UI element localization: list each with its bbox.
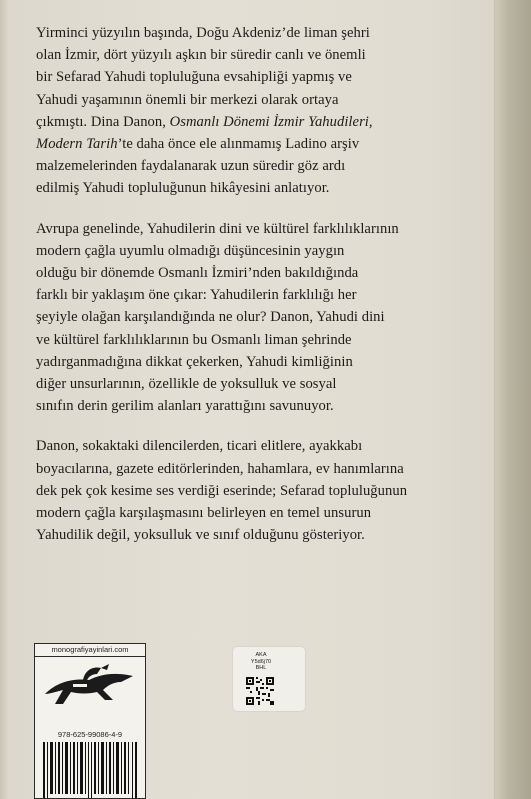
book-title-italic: Osmanlı Dönemi İzmir Yahudileri, Modern Tarih <box>36 113 373 153</box>
horse-rider-logo-icon <box>43 660 137 712</box>
blurb-paragraph-1 <box>36 22 488 200</box>
barcode-icon <box>41 742 139 798</box>
cover-left-edge <box>0 0 8 799</box>
book-spine-edge <box>494 0 531 799</box>
publisher-barcode-box <box>34 643 146 799</box>
publisher-url: monografiyayinlari.com <box>35 644 145 657</box>
qr-code-icon <box>246 677 274 705</box>
back-cover-blurb <box>36 22 488 564</box>
isbn-number: 978-625-99086-4-9 <box>57 730 123 739</box>
blurb-p1-intro: Yirminci yüzyılın başında, Doğu Akdeniz’de liman şehri olan İzmir, dört yüzyılı aşkın bir süredir canlı ve önemli bir Sefarad Yahudi topluluğuna evsahipliği yapmış ve Yahudi yaşamının önemli bir merkezi olarak ortaya çıkmıştı. Dina Danon, <box>36 25 370 130</box>
sticker-code-text: AKA Y5d6j70 BHL <box>250 652 272 671</box>
blurb-paragraph-2: Avrupa genelinde, Yahudilerin dini ve kültürel farklılıklarının modern çağla uyumlu olmadığı düşüncesinin yaygın olduğu bir dönemde Osmanlı İzmiri’nden bakıldığında farklı bir yaklaşım öne çıkar: Yahudilerin farklılığı her şeyiyle olağan karşılandığında ne olur? Danon, Yahudi dini ve kültürel farklılıklarının bu Osmanlı liman şehrinde yadırganmadığına dikkat çekerken, Yahudi kimliğinin diğer unsurlarının, özellikle de yoksulluk ve sosyal sınıfın derin gerilim alanları yarattığını savunuyor. <box>36 220 399 415</box>
blurb-p1-rest: ’te daha önce ele alınmamış Ladino arşiv malzemelerinden faydalanarak uzun süredir göz ardı edilmiş Yahudi topluluğunun hikâyesini anlatıyor. <box>36 136 360 197</box>
blurb-paragraph-3: Danon, sokaktaki dilencilerden, ticari elitlere, ayakkabı boyacılarına, gazete editörlerinden, hahamlara, ev hanımlarına dek pek çok kesime ses verdiği eserinde; Sefarad topluluğunun modern çağla karşılaşmasını belirleyen en temel unsurun Yahudilik değil, yoksulluk ve sınıf olduğunu gösteriyor. <box>36 438 408 544</box>
qr-code-sticker <box>233 647 305 711</box>
